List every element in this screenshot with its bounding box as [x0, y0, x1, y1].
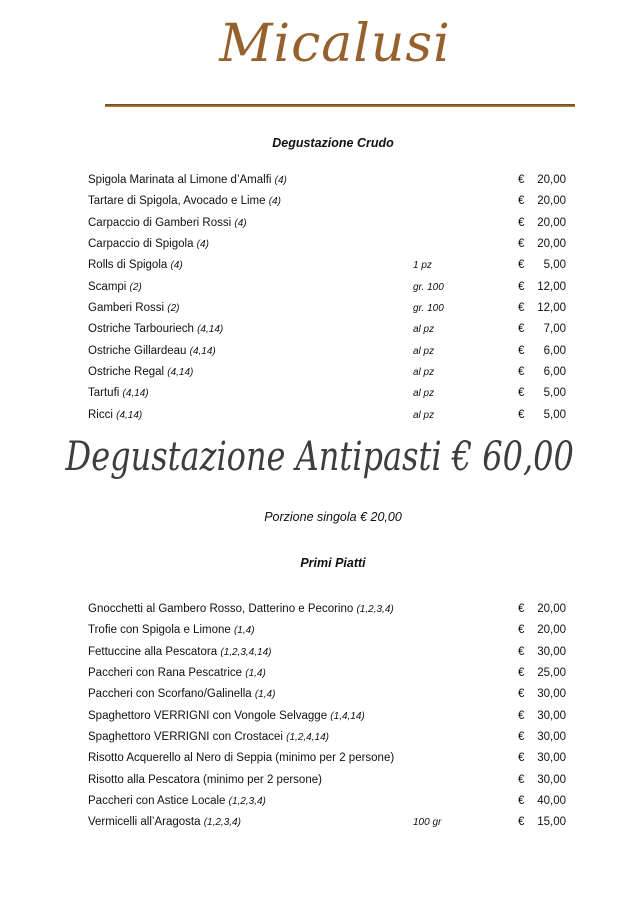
menu-item-row	[0, 383, 640, 404]
item-price	[518, 234, 566, 255]
item-price-amount: 6,00	[543, 344, 566, 357]
menu-item-row	[0, 748, 640, 769]
item-price-amount: 5,00	[543, 408, 566, 421]
item-allergens: (4)	[170, 260, 183, 272]
currency-symbol: €	[518, 667, 525, 680]
item-name: Ricci (4,14)	[88, 408, 143, 421]
item-allergens: (1,4)	[254, 689, 276, 701]
item-price-amount: 30,00	[537, 645, 566, 658]
currency-symbol: €	[518, 795, 525, 808]
item-price	[518, 405, 566, 426]
menu-item-row	[0, 642, 640, 663]
item-allergens: (4)	[234, 217, 247, 229]
item-price	[518, 684, 566, 705]
item-name: Trofie con Spigola e Limone (1,4)	[88, 624, 255, 637]
item-allergens: (4)	[268, 196, 281, 208]
section-items-degustazione-crudo	[0, 170, 640, 426]
currency-symbol: €	[518, 408, 525, 421]
item-unit: al pz	[413, 345, 435, 357]
item-price	[518, 727, 566, 748]
item-price-amount: 15,00	[537, 816, 566, 829]
item-price-amount: 20,00	[537, 603, 566, 615]
item-price	[518, 319, 566, 340]
currency-symbol: €	[518, 603, 525, 615]
item-unit: 1 pz	[413, 260, 432, 272]
item-price	[518, 620, 566, 641]
currency-symbol: €	[518, 645, 525, 658]
section-heading-primi-piatti: Primi Piatti	[300, 556, 366, 570]
item-price-amount: 7,00	[543, 323, 566, 336]
item-price-amount: 25,00	[537, 667, 566, 680]
item-price	[518, 748, 566, 769]
item-price	[518, 642, 566, 663]
currency-symbol: €	[518, 773, 525, 786]
item-unit: gr. 100	[413, 281, 444, 293]
menu-item-row	[0, 663, 640, 684]
item-price	[518, 706, 566, 727]
item-price	[518, 213, 566, 234]
item-allergens: (4,14)	[167, 367, 194, 379]
item-allergens: (1,2,3,4)	[228, 796, 266, 808]
item-price-amount: 30,00	[537, 752, 566, 765]
currency-symbol: €	[518, 174, 525, 186]
item-price	[518, 191, 566, 212]
item-name: Ostriche Regal (4,14)	[88, 366, 194, 379]
menu-item-row	[0, 255, 640, 276]
item-allergens: (4,14)	[116, 409, 143, 421]
item-price-amount: 30,00	[537, 731, 566, 744]
menu-item-row	[0, 319, 640, 340]
menu-item-row	[0, 362, 640, 383]
item-price	[518, 791, 566, 812]
item-price-amount: 6,00	[543, 366, 566, 379]
item-name: Scampi (2)	[88, 280, 142, 293]
currency-symbol: €	[518, 624, 525, 637]
item-name: Gnocchetti al Gambero Rosso, Datterino e Pecorino (1,2,3,4)	[88, 603, 394, 615]
item-price-amount: 20,00	[537, 195, 566, 208]
item-allergens: (4,14)	[122, 388, 149, 400]
title-divider-rule	[105, 104, 575, 107]
menu-item-row	[0, 170, 640, 191]
item-price	[518, 341, 566, 362]
item-name: Tartare di Spigola, Avocado e Lime (4)	[88, 195, 281, 208]
currency-symbol: €	[518, 688, 525, 701]
tasting-banner	[0, 434, 640, 480]
item-allergens: (1,2,3,4)	[203, 817, 241, 829]
item-price	[518, 255, 566, 276]
currency-symbol: €	[518, 216, 525, 229]
item-price-amount: 20,00	[537, 238, 566, 251]
menu-item-row	[0, 405, 640, 426]
currency-symbol: €	[518, 195, 525, 208]
item-allergens: (4)	[274, 175, 287, 186]
item-price	[518, 277, 566, 298]
item-price	[518, 599, 566, 620]
menu-item-row	[0, 620, 640, 641]
item-price-amount: 12,00	[537, 280, 566, 293]
currency-symbol: €	[518, 366, 525, 379]
item-name: Paccheri con Astice Locale (1,2,3,4)	[88, 795, 266, 808]
menu-item-row	[0, 727, 640, 748]
menu-item-row	[0, 298, 640, 319]
currency-symbol: €	[518, 238, 525, 251]
item-unit: al pz	[413, 367, 435, 379]
item-price	[518, 298, 566, 319]
tasting-banner-subtitle: Porzione singola € 20,00	[264, 510, 402, 524]
menu-item-row	[0, 191, 640, 212]
item-price-amount: 30,00	[537, 709, 566, 722]
currency-symbol: €	[518, 709, 525, 722]
item-allergens: (1,2,4,14)	[286, 732, 329, 744]
section-heading-degustazione-crudo: Degustazione Crudo	[272, 136, 394, 150]
item-price	[518, 383, 566, 404]
item-price-amount: 12,00	[537, 302, 566, 315]
menu-item-row	[0, 791, 640, 812]
item-price	[518, 362, 566, 383]
item-unit: 100 gr	[413, 817, 442, 829]
menu-item-row	[0, 770, 640, 791]
item-price-amount: 20,00	[537, 174, 566, 186]
currency-symbol: €	[518, 387, 525, 400]
section-items-primi-piatti	[0, 599, 640, 834]
item-name: Paccheri con Scorfano/Galinella (1,4)	[88, 688, 276, 701]
item-name: Spaghettoro VERRIGNI con Crostacei (1,2,4,14)	[88, 731, 329, 744]
restaurant-logo-title: Micalusi	[219, 14, 451, 74]
currency-symbol: €	[518, 259, 525, 272]
menu-item-row	[0, 706, 640, 727]
item-unit: al pz	[413, 388, 435, 400]
item-name: Carpaccio di Gamberi Rossi (4)	[88, 216, 247, 229]
menu-item-row	[0, 277, 640, 298]
item-name: Rolls di Spigola (4)	[88, 259, 183, 272]
item-name: Tartufi (4,14)	[88, 387, 149, 400]
menu-item-row	[0, 684, 640, 705]
item-unit: al pz	[413, 409, 435, 421]
item-price-amount: 30,00	[537, 773, 566, 786]
currency-symbol: €	[518, 752, 525, 765]
menu-item-row	[0, 234, 640, 255]
item-name: Risotto alla Pescatora (minimo per 2 persone)	[88, 773, 322, 786]
menu-item-row	[0, 341, 640, 362]
item-price	[518, 663, 566, 684]
item-allergens: (4,14)	[189, 345, 216, 357]
item-price-amount: 20,00	[537, 624, 566, 637]
currency-symbol: €	[518, 816, 525, 829]
item-allergens: (1,2,3,4,14)	[220, 646, 272, 658]
item-allergens: (4,14)	[197, 324, 224, 336]
item-allergens: (1,4)	[233, 625, 255, 637]
currency-symbol: €	[518, 302, 525, 315]
item-name: Gamberi Rossi (2)	[88, 302, 180, 315]
item-name: Ostriche Gillardeau (4,14)	[88, 344, 216, 357]
item-name: Spaghettoro VERRIGNI con Vongole Selvagge (1,4,14)	[88, 709, 365, 722]
item-allergens: (4)	[196, 239, 209, 251]
item-price-amount: 30,00	[537, 688, 566, 701]
currency-symbol: €	[518, 344, 525, 357]
currency-symbol: €	[518, 323, 525, 336]
item-price	[518, 770, 566, 791]
item-allergens: (1,4,14)	[330, 710, 365, 722]
item-price-amount: 5,00	[543, 259, 566, 272]
item-unit: gr. 100	[413, 303, 444, 315]
item-price-amount: 5,00	[543, 387, 566, 400]
item-price	[518, 812, 566, 833]
tasting-banner-text: Degustazione Antipasti € 60,00	[65, 434, 575, 480]
item-name: Fettuccine alla Pescatora (1,2,3,4,14)	[88, 645, 272, 658]
item-name: Carpaccio di Spigola (4)	[88, 238, 209, 251]
item-price-amount: 40,00	[537, 795, 566, 808]
item-name: Paccheri con Rana Pescatrice (1,4)	[88, 667, 266, 680]
item-price-amount: 20,00	[537, 216, 566, 229]
item-name: Risotto Acquerello al Nero di Seppia (minimo per 2 persone)	[88, 752, 395, 765]
currency-symbol: €	[518, 280, 525, 293]
item-price	[518, 170, 566, 191]
currency-symbol: €	[518, 731, 525, 744]
item-allergens: (2)	[167, 303, 180, 315]
item-allergens: (1,4)	[245, 668, 266, 680]
item-name: Spigola Marinata al Limone d’Amalfi (4)	[88, 174, 287, 186]
item-allergens: (2)	[129, 281, 142, 293]
menu-item-row	[0, 812, 640, 833]
item-allergens: (1,2,3,4)	[356, 604, 394, 615]
menu-item-row	[0, 599, 640, 620]
item-name: Vermicelli all’Aragosta (1,2,3,4)	[88, 816, 241, 829]
item-name: Ostriche Tarbouriech (4,14)	[88, 323, 224, 336]
menu-item-row	[0, 213, 640, 234]
item-unit: al pz	[413, 324, 435, 336]
